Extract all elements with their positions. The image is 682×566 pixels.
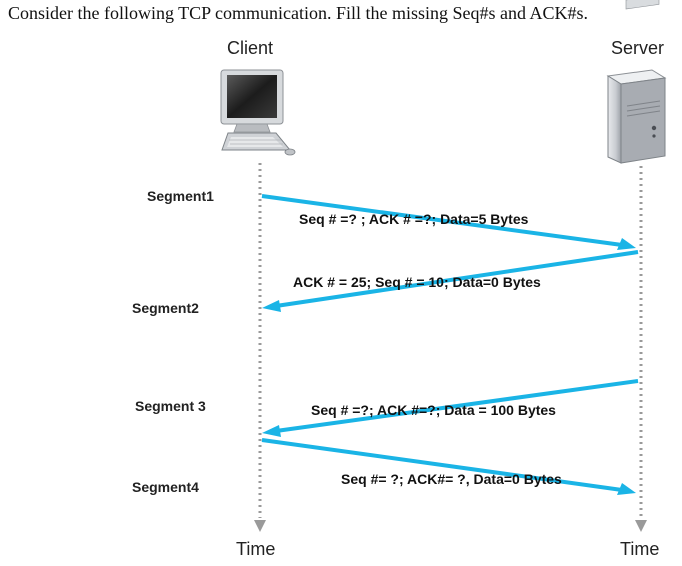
segment2-label: Segment2: [132, 300, 199, 316]
client-label: Client: [227, 38, 274, 58]
client-time-label: Time: [236, 539, 276, 559]
segment1-arrowhead: [617, 238, 636, 250]
segment4-label: Segment4: [132, 479, 199, 495]
desktop-computer-icon: [221, 70, 295, 155]
segment2-arrowhead: [262, 300, 281, 312]
segment1-label: Segment1: [147, 188, 214, 204]
segment4-arrowhead: [617, 483, 636, 495]
question-text: Consider the following TCP communication. Fill the missing Seq#s and ACK#s.: [8, 3, 588, 23]
segment1-message: Seq # =? ; ACK # =?; Data=5 Bytes: [299, 211, 529, 227]
server-time-label: Time: [620, 539, 660, 559]
server-label: Server: [611, 38, 665, 58]
segment4-message: Seq #= ?; ACK#= ?, Data=0 Bytes: [341, 471, 562, 487]
server-timeline-arrowhead: [635, 520, 647, 532]
server-tower-icon: [608, 0, 665, 163]
segment3-message: Seq # =?; ACK #=?; Data = 100 Bytes: [311, 402, 556, 418]
segment3-label: Segment 3: [135, 398, 206, 414]
segment2-message: ACK # = 25; Seq # = 10; Data=0 Bytes: [293, 274, 541, 290]
client-timeline-arrowhead: [254, 520, 266, 532]
segment3-arrowhead: [262, 425, 281, 437]
